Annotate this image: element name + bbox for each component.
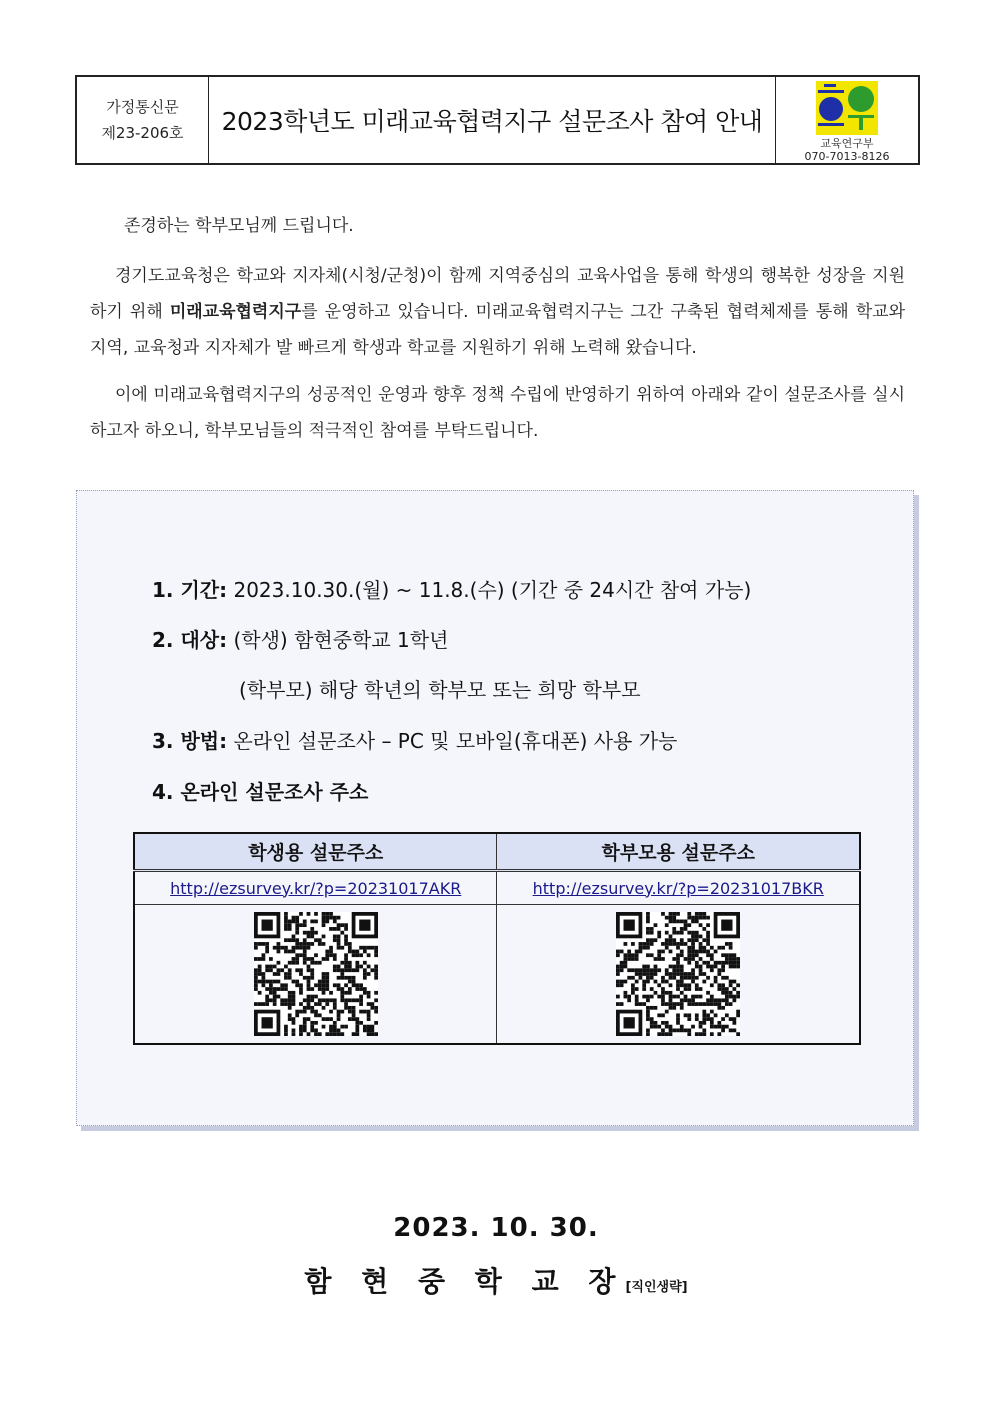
table-header-row (134, 833, 860, 871)
school-emblem-icon (816, 81, 878, 135)
signature-line (0, 1260, 992, 1300)
parent-qr-cell (497, 905, 860, 1045)
method-value: 온라인 설문조사 – PC 및 모바일(휴대폰) 사용 가능 (233, 729, 678, 753)
method-item (152, 725, 677, 754)
intro-text-start: 경기도교육청은 학교와 지자체(시청/군청)이 함께 지역중심의 교육사업을 통해 학생의 행복한 성장을 지원하기 위해 (90, 266, 905, 322)
paragraph-intro (90, 258, 905, 366)
student-qr-cell (134, 905, 497, 1045)
address-label: 4. 온라인 설문조사 주소 (152, 780, 369, 804)
period-label: 1. 기간: (152, 578, 228, 602)
paragraph-request: 이에 미래교육협력지구의 성공적인 운영과 향후 정책 수립에 반영하기 위하여 아래와 같이 설문조사를 실시하고자 하오니, 학부모님들의 적극적인 참여를 부탁드립니다. (90, 385, 905, 441)
student-survey-link[interactable]: http://ezsurvey.kr/?p=20231017AKR (170, 878, 462, 898)
greeting: 존경하는 학부모님께 드립니다. (124, 216, 354, 236)
parent-url-cell (497, 871, 860, 905)
logo-department: 교육연구부 (820, 137, 874, 150)
period-item (152, 574, 751, 603)
address-item (152, 776, 368, 805)
intro-text-end: 를 운영하고 있습니다. 미래교육협력지구는 그간 구축된 협력체제를 통해 학교와 지역, 교육청과 지자체가 발 빠르게 학생과 학교를 지원하기 위해 노력해 왔습니다. (90, 302, 905, 358)
program-name: 미래교육협력지구 (169, 302, 302, 322)
student-qr-code-icon[interactable] (254, 912, 378, 1036)
logo-phone: 070-7013-8126 (804, 150, 890, 163)
issue-number (77, 77, 209, 163)
parent-column-header: 학부모용 설문주소 (497, 833, 860, 871)
student-column-header: 학생용 설문주소 (134, 833, 497, 871)
parent-survey-link[interactable]: http://ezsurvey.kr/?p=20231017BKR (532, 878, 824, 898)
target-student: (학생) 함현중학교 1학년 (233, 628, 449, 652)
target-parent: (학부모) 해당 학년의 학부모 또는 희망 학부모 (239, 678, 641, 702)
survey-address-table (133, 832, 861, 1045)
school-logo (776, 77, 918, 163)
issue-date: 2023. 10. 30. (393, 1213, 599, 1243)
parent-qr-code-icon[interactable] (616, 912, 740, 1036)
issue-type: 가정통신문 (106, 98, 179, 116)
target-label: 2. 대상: (152, 628, 228, 652)
document-title: 2023학년도 미래교육협력지구 설문조사 참여 안내 (209, 77, 776, 163)
table-url-row (134, 871, 860, 905)
survey-details-box (76, 490, 914, 1126)
seal-omitted-note: [직인생략] (625, 1280, 688, 1295)
issue-code: 제23-206호 (101, 124, 184, 142)
table-qr-row (134, 905, 860, 1045)
principal-title: 함 현 중 학 교 장 (304, 1265, 626, 1298)
target-item (152, 624, 448, 653)
newsletter-header (75, 75, 920, 165)
method-label: 3. 방법: (152, 729, 228, 753)
period-value: 2023.10.30.(월) ~ 11.8.(수) (기간 중 24시간 참여 가능) (233, 578, 752, 602)
student-url-cell (134, 871, 497, 905)
